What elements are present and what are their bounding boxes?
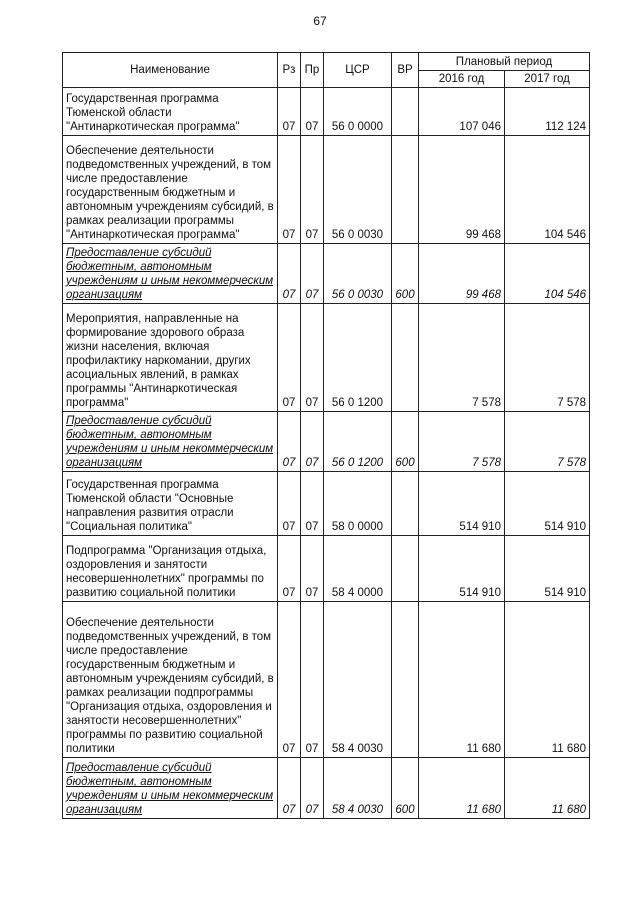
row-vr <box>392 136 419 244</box>
table-body <box>63 88 590 819</box>
row-csr: 56 0 0000 <box>324 88 392 136</box>
row-vr <box>392 602 419 758</box>
row-name: Предоставление субсидий бюджетным, автономным учреждениям и иным некоммерческим организациям <box>63 412 278 472</box>
row-amount-2017: 104 546 <box>505 136 590 244</box>
row-rz: 07 <box>278 88 301 136</box>
col-header-pr: Пр <box>301 53 324 88</box>
row-amount-2016: 7 578 <box>419 412 505 472</box>
table-row <box>63 304 590 412</box>
row-name: Предоставление субсидий бюджетным, автономным учреждениям и иным некоммерческим организациям <box>63 758 278 819</box>
table-row <box>63 88 590 136</box>
row-csr: 56 0 1200 <box>324 412 392 472</box>
row-name: Государственная программа Тюменской области "Основные направления развития отрасли "Социальная политика" <box>63 472 278 536</box>
row-pr: 07 <box>301 412 324 472</box>
row-csr: 58 0 0000 <box>324 472 392 536</box>
row-vr: 600 <box>392 244 419 304</box>
budget-table <box>62 52 590 819</box>
row-rz: 07 <box>278 412 301 472</box>
row-vr <box>392 304 419 412</box>
row-rz: 07 <box>278 536 301 602</box>
row-vr: 600 <box>392 412 419 472</box>
row-amount-2017: 11 680 <box>505 602 590 758</box>
row-pr: 07 <box>301 758 324 819</box>
col-header-csr: ЦСР <box>324 53 392 88</box>
row-amount-2016: 99 468 <box>419 244 505 304</box>
row-rz: 07 <box>278 602 301 758</box>
col-header-rz: Рз <box>278 53 301 88</box>
row-csr: 58 4 0000 <box>324 536 392 602</box>
row-csr: 58 4 0030 <box>324 602 392 758</box>
table-row <box>63 244 590 304</box>
row-rz: 07 <box>278 304 301 412</box>
row-vr: 600 <box>392 758 419 819</box>
row-pr: 07 <box>301 88 324 136</box>
table-row <box>63 758 590 819</box>
row-pr: 07 <box>301 244 324 304</box>
row-name: Подпрограмма "Организация отдыха, оздоровления и занятости несовершеннолетних" программы по развитию социальной политики <box>63 536 278 602</box>
row-pr: 07 <box>301 536 324 602</box>
row-amount-2017: 514 910 <box>505 536 590 602</box>
row-name: Обеспечение деятельности подведомственных учреждений, в том числе предоставление государственным бюджетным и автономным учреждениям субсидий, в рамках реализации подпрограммы "Организация отдыха, оздоровления и занятости несовершеннолетних" программы по развитию социальной политики <box>63 602 278 758</box>
row-amount-2016: 11 680 <box>419 758 505 819</box>
row-pr: 07 <box>301 472 324 536</box>
row-amount-2017: 7 578 <box>505 304 590 412</box>
row-rz: 07 <box>278 244 301 304</box>
row-amount-2017: 104 546 <box>505 244 590 304</box>
col-header-period: Плановый период <box>419 53 590 71</box>
table-row <box>63 472 590 536</box>
row-pr: 07 <box>301 136 324 244</box>
row-csr: 56 0 1200 <box>324 304 392 412</box>
row-amount-2016: 7 578 <box>419 304 505 412</box>
row-rz: 07 <box>278 472 301 536</box>
row-pr: 07 <box>301 602 324 758</box>
row-rz: 07 <box>278 136 301 244</box>
row-csr: 58 4 0030 <box>324 758 392 819</box>
row-vr <box>392 88 419 136</box>
row-vr <box>392 536 419 602</box>
col-header-vr: ВР <box>392 53 419 88</box>
row-name: Предоставление субсидий бюджетным, автономным учреждениям и иным некоммерческим организациям <box>63 244 278 304</box>
row-name: Государственная программа Тюменской области "Антинаркотическая программа" <box>63 88 278 136</box>
page-number: 67 <box>313 14 327 28</box>
row-amount-2016: 514 910 <box>419 472 505 536</box>
row-amount-2017: 7 578 <box>505 412 590 472</box>
row-csr: 56 0 0030 <box>324 244 392 304</box>
table-row <box>63 136 590 244</box>
header-row <box>63 53 590 71</box>
row-pr: 07 <box>301 304 324 412</box>
col-header-2017: 2017 год <box>505 71 590 88</box>
table-row <box>63 412 590 472</box>
row-vr <box>392 472 419 536</box>
table-row <box>63 602 590 758</box>
row-rz: 07 <box>278 758 301 819</box>
col-header-name: Наименование <box>63 53 278 88</box>
row-name: Мероприятия, направленные на формирование здорового образа жизни населения, включая профилактику наркомании, других асоциальных явлений, в рамках программы "Антинаркотическая программа" <box>63 304 278 412</box>
col-header-2016: 2016 год <box>419 71 505 88</box>
row-amount-2016: 514 910 <box>419 536 505 602</box>
row-amount-2016: 11 680 <box>419 602 505 758</box>
row-amount-2017: 11 680 <box>505 758 590 819</box>
row-amount-2016: 107 046 <box>419 88 505 136</box>
row-amount-2017: 112 124 <box>505 88 590 136</box>
row-name: Обеспечение деятельности подведомственных учреждений, в том числе предоставление государственным бюджетным и автономным учреждениям субсидий, в рамках реализации программы "Антинаркотическая программа" <box>63 136 278 244</box>
table-row <box>63 536 590 602</box>
row-csr: 56 0 0030 <box>324 136 392 244</box>
row-amount-2017: 514 910 <box>505 472 590 536</box>
row-amount-2016: 99 468 <box>419 136 505 244</box>
